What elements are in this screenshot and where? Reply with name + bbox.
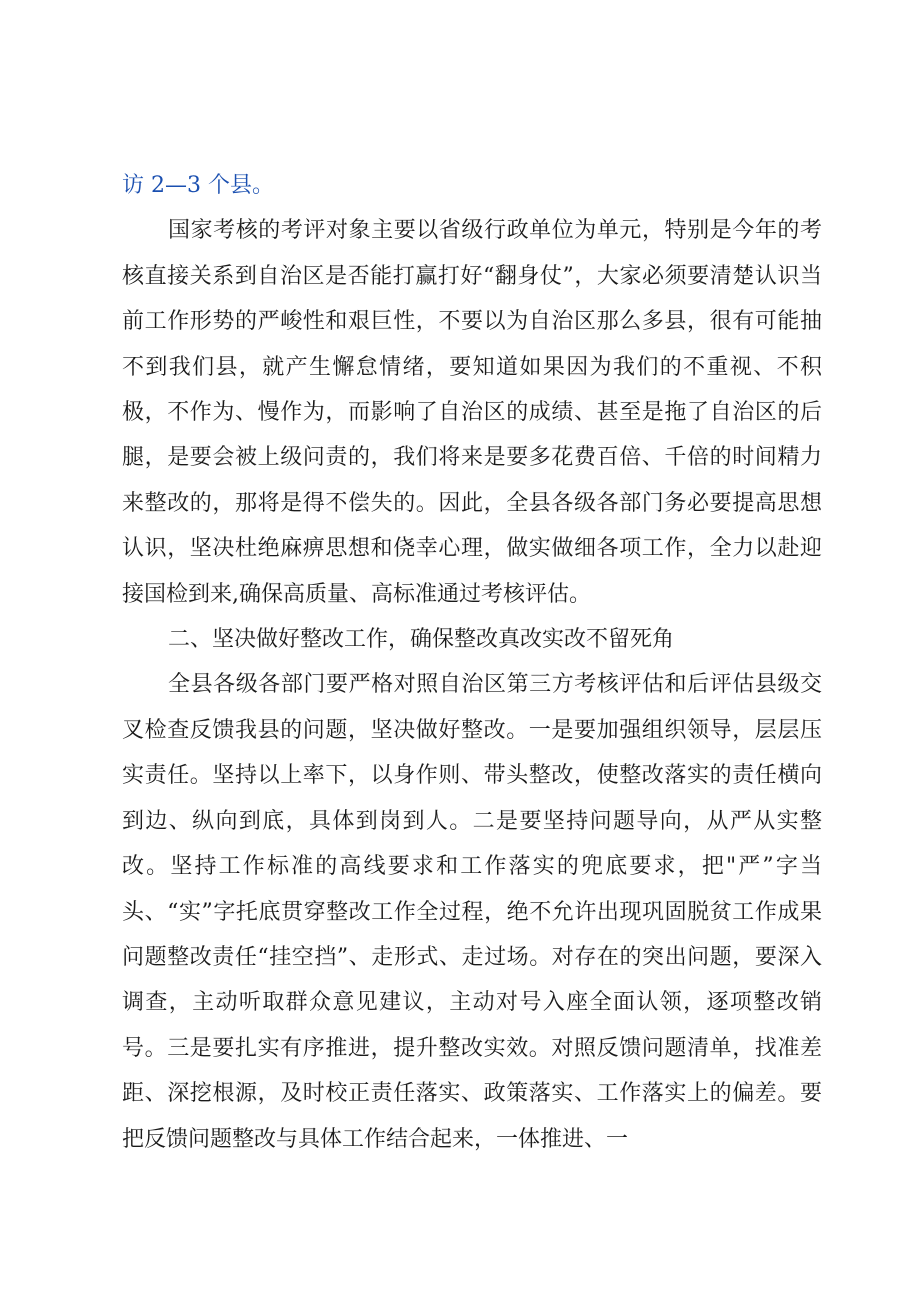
document-body — [122, 163, 822, 1162]
paragraph-rectification: 全县各级各部门要严格对照自治区第三方考核评估和后评估县级交叉检查反馈我县的问题，坚决做好整改。一是要加强组织领导，层层压实责任。坚持以上率下，以身作则、带头整改，使整改落实的责任横向到边、纵向到底，具体到岗到人。二是要坚持问题导向，从严从实整改。坚持工作标准的高线要求和工作落实的兜底要求，把"严”字当头、“实”字托底贯穿整改工作全过程，绝不允许出现巩固脱贫工作成果问题整改责任“挂空挡”、走形式、走过场。对存在的突出问题，要深入调查，主动听取群众意见建议，主动对号入座全面认领，逐项整改销号。三是要扎实有序推进，提升整改实效。对照反馈问题清单，找准差距、深挖根源，及时校正责任落实、政策落实、工作落实上的偏差。要把反馈问题整改与具体工作结合起来，一体推进、一 — [122, 672, 822, 1152]
paragraph-assessment: 国家考核的考评对象主要以省级行政单位为单元，特别是今年的考核直接关系到自治区是否能打赢打好“翻身仗”，大家必须要清楚认识当前工作形势的严峻性和艰巨性，不要以为自治区那么多县，很有可能抽不到我们县，就产生懈怠情绪，要知道如果因为我们的不重视、不积极，不作为、慢作为，而影响了自治区的成绩、甚至是拖了自治区的后腿，是要会被上级问责的，我们将来是要多花费百倍、千倍的时间精力来整改的，那将是得不偿失的。因此，全县各级各部门务必要提高思想认识，坚决杜绝麻痹思想和侥幸心理，做实做细各项工作，全力以赴迎接国检到来,确保高质量、高标准通过考核评估。 — [122, 218, 822, 607]
section-heading: 二、坚决做好整改工作，确保整改真改实改不留死角 — [168, 627, 675, 653]
continuation-line: 访 2—3 个县。 — [122, 173, 274, 198]
